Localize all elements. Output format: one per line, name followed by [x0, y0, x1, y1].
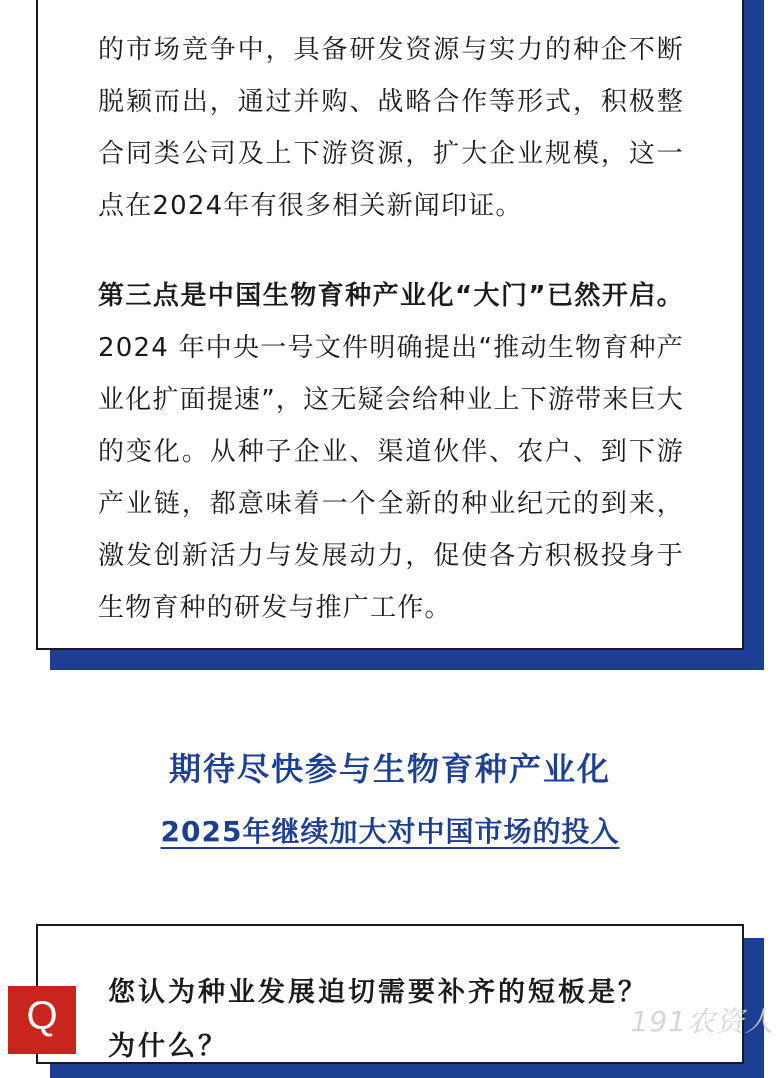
question-text: 您认为种业发展迫切需要补齐的短板是？为什么？ [108, 977, 648, 1062]
third-point-body: 2024 年中央一号文件明确提出“推动生物育种产业化扩面提速”，这无疑会给种业上下游带来巨大的变化。从种子企业、渠道伙伴、农户、到下游产业链，都意味着一个全新的种业纪元的到来，激发创新活力与发展动力，促使各方积极投身于生物育种的研发与推广工作。 [98, 333, 684, 623]
section-subheading [0, 810, 780, 850]
paragraph-market-competition: 的市场竞争中，具备研发资源与实力的种企不断脱颖而出，通过并购、战略合作等形式，积极整合同类公司及上下游资源，扩大企业规模，这一点在2024年有很多相关新闻印证。 [98, 35, 684, 221]
watermark-logo: 191农资人 [630, 1005, 774, 1038]
question-badge: Q [8, 986, 76, 1054]
section-heading: 期待尽快参与生物育种产业化 [168, 750, 611, 788]
third-point-lead: 第三点是中国生物育种产业化“大门”已然开启。 [98, 281, 684, 311]
card-body [98, 24, 684, 634]
paragraph-third-point [98, 270, 684, 634]
section-subheading-text: 2025年继续加大对中国市场的投入 [160, 815, 620, 848]
